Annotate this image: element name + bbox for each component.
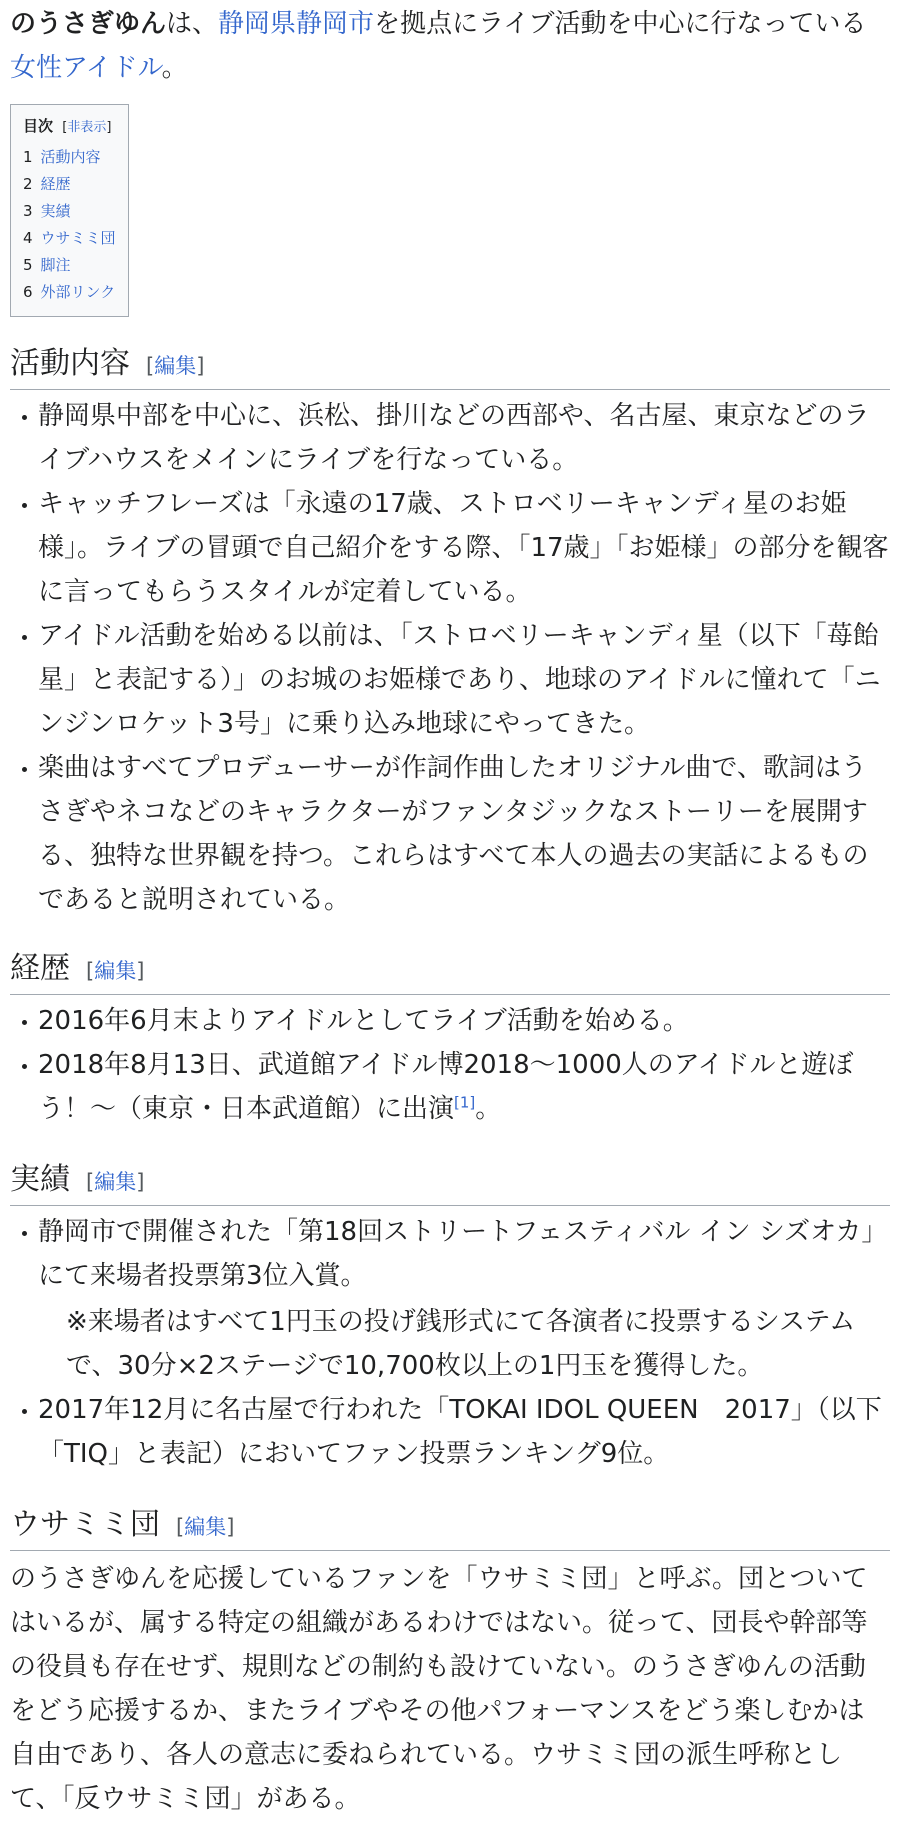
table-of-contents xyxy=(10,104,129,317)
edit-section-activity: [編集] xyxy=(146,354,205,378)
list-item: 静岡県中部を中心に、浜松、掛川などの西部や、名古屋、東京などのライブハウスをメインにライブを行なっている。 xyxy=(10,394,890,482)
toc-link-activity[interactable]: 活動内容 xyxy=(40,148,101,166)
link-female-idol[interactable]: 女性アイドル xyxy=(10,53,162,83)
toc-link-history[interactable]: 経歴 xyxy=(40,175,71,193)
edit-link[interactable]: 編集 xyxy=(184,1515,227,1539)
intro-paragraph: のうさぎゆんは、静岡県静岡市を拠点にライブ活動を中心に行なっている女性アイドル。 xyxy=(10,9,867,83)
link-shizuoka-prefecture[interactable]: 静岡県 xyxy=(218,9,297,39)
heading-achievements: 実績 [編集] xyxy=(10,1161,890,1206)
toc-title: 目次 [非表示] xyxy=(23,117,112,135)
toc-item: 3 実績 xyxy=(23,202,71,220)
usamimi-paragraph: のうさぎゆんを応援しているファンを「ウサミミ団」と呼ぶ。団とついてはいるが、属する特定の組織があるわけではない。従って、団長や幹部等の役員も存在せず、規則などの制約も設けていない。のうさぎゆんの活動をどう応援するか、またライブやその他パフォーマンスをどう楽しむかは自由であり、各人の意志に委ねられている。ウサミミ団の派生呼称として、「反ウサミミ団」がある。 xyxy=(10,1564,868,1814)
list-item: 2017年12月に名古屋で行われた「TOKAI IDOL QUEEN 2017」（以下「TIQ」と表記）においてファン投票ランキング9位。 xyxy=(10,1388,890,1476)
toc-link-usamimi[interactable]: ウサミミ団 xyxy=(40,229,116,247)
toc-toggle: [非表示] xyxy=(62,120,112,135)
edit-link[interactable]: 編集 xyxy=(94,959,137,983)
list-item: 2016年6月末よりアイドルとしてライブ活動を始める。 xyxy=(10,999,890,1043)
toc-link-achievements[interactable]: 実績 xyxy=(40,202,71,220)
toc-link-external[interactable]: 外部リンク xyxy=(40,283,116,301)
toc-item: 1 活動内容 xyxy=(23,148,101,166)
toc-link-notes[interactable]: 脚注 xyxy=(40,256,71,274)
section-achievements xyxy=(10,1161,890,1476)
list-item: 楽曲はすべてプロデューサーが作詞作曲したオリジナル曲で、歌詞はうさぎやネコなどのキャラクターがファンタジックなストーリーを展開する、独特な世界観を持つ。これらはすべて本人の過去の実話によるものであると説明されている。 xyxy=(10,746,890,922)
heading-usamimi: ウサミミ団 [編集] xyxy=(10,1506,890,1551)
section-activity xyxy=(10,345,890,922)
toc-item: 4 ウサミミ団 xyxy=(23,229,116,247)
subject-name: のうさぎゆん xyxy=(10,9,167,39)
heading-history: 経歴 [編集] xyxy=(10,950,890,995)
edit-link[interactable]: 編集 xyxy=(94,1170,137,1194)
activity-list xyxy=(10,394,890,922)
toc-list xyxy=(23,144,116,306)
list-item: キャッチフレーズは「永遠の17歳、ストロベリーキャンディ星のお姫様」。ライブの冒頭で自己紹介をする際、「17歳」「お姫様」の部分を観客に言ってもらうスタイルが定着している。 xyxy=(10,482,890,614)
achievement-note: ※来場者はすべて1円玉の投げ銭形式にて各演者に投票するシステムで、30分×2ステージで10,700枚以上の1円玉を獲得した。 xyxy=(66,1307,856,1381)
edit-link[interactable]: 編集 xyxy=(154,354,197,378)
history-list xyxy=(10,999,890,1131)
edit-section-usamimi: [編集] xyxy=(176,1515,235,1539)
footnote-ref-1[interactable]: [1] xyxy=(454,1093,476,1112)
list-item: 2018年8月13日、武道館アイドル博2018〜1000人のアイドルと遊ぼう！〜（東京・日本武道館）に出演[1]。 xyxy=(10,1043,890,1131)
achievements-list xyxy=(10,1210,890,1476)
article-body xyxy=(0,2,900,1821)
edit-section-history: [編集] xyxy=(86,959,145,983)
toc-item: 5 脚注 xyxy=(23,256,71,274)
section-usamimi xyxy=(10,1506,890,1821)
list-item: アイドル活動を始める以前は、「ストロベリーキャンディ星（以下「苺飴星」と表記する）」のお城のお姫様であり、地球のアイドルに憧れて「ニンジンロケット3号」に乗り込み地球にやってきた。 xyxy=(10,614,890,746)
toc-item: 2 経歴 xyxy=(23,175,71,193)
toc-item: 6 外部リンク xyxy=(23,283,116,301)
link-shizuoka-city[interactable]: 静岡市 xyxy=(296,9,375,39)
heading-activity: 活動内容 [編集] xyxy=(10,345,890,390)
list-item: 静岡市で開催された「第18回ストリートフェスティバル イン シズオカ」にて来場者投票第3位入賞。 ※来場者はすべて1円玉の投げ銭形式にて各演者に投票するシステムで、30分×2ステージで10,700枚以上の1円玉を獲得した。 xyxy=(10,1210,890,1388)
toc-hide-link[interactable]: 非表示 xyxy=(67,120,107,135)
section-history xyxy=(10,950,890,1131)
edit-section-achievements: [編集] xyxy=(86,1170,145,1194)
